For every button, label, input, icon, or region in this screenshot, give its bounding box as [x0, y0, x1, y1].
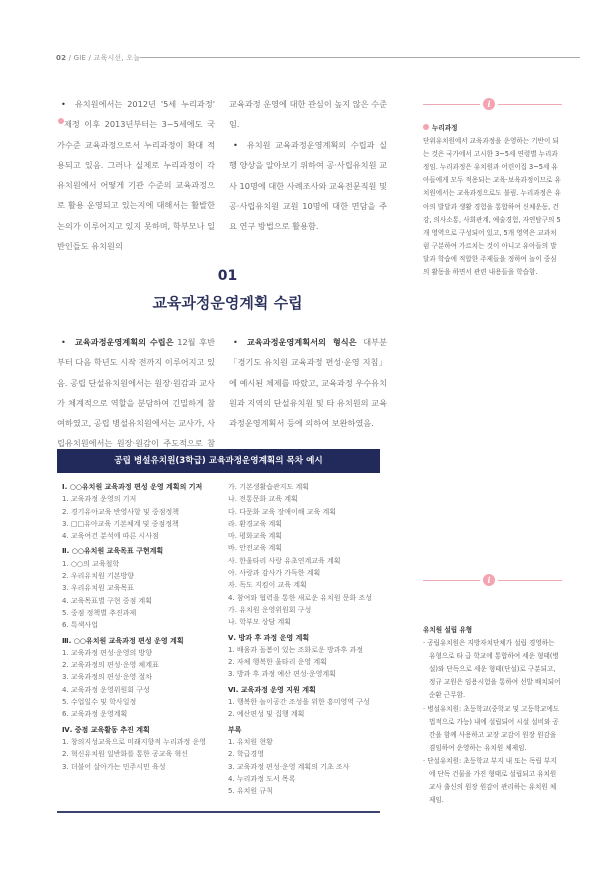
sidebar-note-kindergarten-types [423, 624, 561, 807]
header-subtitle: 교육시선, 오늘 [93, 54, 141, 62]
toc-item: 3. 더불어 살아가는 민주시민 육성 [62, 762, 166, 771]
bullet: • [233, 337, 238, 347]
toc-item: 2. 경기유아교육 반영사항 및 중점정책 [62, 507, 180, 516]
toc-heading: Ⅲ. ○○유치원 교육과정 편성 운영 계획 [62, 636, 184, 645]
page-number: 02 [56, 54, 67, 62]
toc-item: 4. 교육과정 운영위원회 구성 [62, 685, 150, 694]
toc-item: 1. 행복한 놀이공간 조성을 위한 흥미영역 구성 [228, 698, 370, 707]
intro-right-paragraph-1: 교육과정 운영에 대한 관심이 높지 않은 수준임. [229, 99, 387, 130]
note-item: · 단설유치원: 초등학교 부지 내 또는 독립 부지에 단독 건물을 가진 형태로 설립되고 유치원 교사 출신의 원장 원감이 관리하는 유치원 체제임. [423, 756, 557, 805]
header-sep: / [68, 54, 72, 62]
pink-dot-icon [423, 124, 429, 130]
toc-item: 6. 특색사업 [62, 621, 98, 630]
toc-item: 다. 다문화 교육 장애이해 교육 계획 [228, 507, 337, 516]
toc-item: 아. 사랑과 감사가 가득한 계획 [228, 569, 321, 578]
toc-item: 2. 혁신유치원 일반화를 통한 공교육 혁신 [62, 750, 188, 759]
header-rule [140, 57, 580, 58]
toc-item: 가. 기본생활습관지도 계획 [228, 483, 310, 491]
toc-item: 가. 유치원 운영위원회 구성 [228, 605, 312, 614]
toc-item: 4. 교육목표별 구현 중점 계획 [62, 596, 152, 605]
toc-item: 2. 우리유치원 기본방향 [62, 572, 134, 581]
toc-item: 1. 교육과정 운영의 기저 [62, 495, 137, 504]
bullet: • [233, 140, 238, 150]
info-icon: i [483, 98, 495, 110]
bullet: • [61, 337, 66, 347]
toc-heading: 부록 [228, 725, 242, 734]
intro-right-paragraph-2: • 유치원 교육과정운영계획의 수립과 실행 양상을 알아보기 위하여 공·사립유치원 교사 10명에 대한 사례조사와 교육전문직원 및 공·사립유치원 교원 10명에 대한 면담을 주요 연구 방법으로 활용함. [229, 140, 387, 232]
info-divider-left [423, 580, 480, 581]
toc-item: 마. 평화교육 계획 [228, 532, 283, 541]
info-icon: i [483, 574, 495, 586]
toc-heading: Ⅳ. 중점 교육활동 추진 계획 [62, 725, 150, 734]
toc-heading: Ⅵ. 교육과정 운영 지원 계획 [228, 685, 316, 694]
toc-bottom-rule [57, 811, 380, 813]
toc-item: 사. 한울타리 사랑 유초연계교육 계획 [228, 556, 341, 565]
note-item: · 공립유치원은 지방자치단체가 설립 경영하는 유형으로 타 급 학교에 통합하여 세운 형태(병설)와 단독으로 세운 형태(단설)로 구분되고, 정규 교원은 임용시험을 통하여 선발 배치되어 순환 근무함. [423, 639, 561, 700]
toc-item: 5. 중점 정책별 추진과제 [62, 608, 137, 617]
toc-item: 5. 수업일수 및 학사일정 [62, 698, 137, 707]
toc-item: 3. 교육과정의 편성·운영 절차 [62, 673, 152, 682]
toc-heading: Ⅴ. 방과 후 과정 운영 계획 [228, 633, 310, 642]
toc-item: 1. 유치원 현황 [228, 737, 273, 746]
toc-item: 1. 창의지성교육으로 미래지향적 누리과정 운영 [62, 737, 207, 746]
toc-item: 나. 학부모 상담 계획 [228, 618, 291, 627]
note-body: 단위유치원에서 교육과정을 운영하는 기반이 되는 것은 국가에서 고시한 3~5세 연령별 누리과정임. 누리과정은 유치원과 어린이집 3~5세 유아들에게 모두 적용되는 교육·보육과정이므로 유치원에서는 교육과정으로도 불림. 누리과정은 유아의 발달과 생활 경험을 통합하여 신체운동, 건강, 의사소통, 사회관계, 예술경험, 자연탐구의 5개 영역으로 구성되어 있고, 5개 영역은 교과처럼 구분하여 가르치는 것이 아니고 유아들의 발달과 학습에 적합한 주제들을 정하여 놀이 중심의 활동을 하면서 관련 내용들을 학습함. [423, 137, 561, 277]
toc-item: 2. 자체 행복한 울타리 운영 계획 [228, 658, 327, 667]
toc-item: 1. 교육과정 편성·운영의 방향 [62, 648, 152, 657]
info-divider-right [498, 580, 562, 581]
body-left-paragraph: • 교육과정운영계획의 수립은 12월 후반부터 다음 학년도 시작 전까지 이루어지고 있음. 공립 단설유치원에서는 원장·원감과 교사가 체계적으로 역할을 분담하여 긴밀하게 참여하였고, 공립 병설유치원에서는 교사가, 사립유치원에서는 원장·원감이 주도적으로 참 [57, 337, 215, 449]
section-title: 교육과정운영계획 수립 [152, 294, 303, 312]
toc-item: 2. 학급경영 [228, 750, 264, 759]
toc-item: 4. 교육여건 분석에 따른 시사점 [62, 532, 159, 541]
header-section: GIE [73, 54, 87, 62]
header-sep: / [88, 54, 92, 62]
section-number: 01 [217, 268, 238, 284]
intro-left-paragraph: • 유치원에서는 2012년 '5세 누리과정'제정 이후 2013년부터는 3~5세에도 국가수준 교육과정으로서 누리과정이 확대 적용되고 있음. 그러나 실제로 누리과정이 각 유치원에서 어떻게 기관 수준의 교육과정으로 활용 운영되고 있는지에 대해서는 활발한 논의가 이루어지고 있지 못하며, 학부모나 일반인들도 유치원의 [57, 99, 215, 252]
toc-item: 2. 교육과정의 편성·운영 체계표 [62, 661, 159, 670]
toc-item: 나. 전통문화 교육 계획 [228, 495, 298, 504]
toc-heading: Ⅱ. ○○유치원 교육목표 구현계획 [62, 547, 164, 556]
toc-item: 1. 배움과 돌봄이 있는 조화로운 방과후 과정 [228, 645, 363, 654]
toc-item: 3. 우리유치원 교육목표 [62, 584, 134, 593]
toc-item: 자. 독도 지킴이 교육 계획 [228, 581, 307, 590]
toc-item: 3. 방과 후 과정 예산 편성·운영계획 [228, 670, 336, 679]
note-title: 누리과정 [423, 122, 561, 135]
toc-right-column [228, 481, 388, 797]
toc-item: 5. 유치원 규칙 [228, 787, 273, 796]
toc-title-bar: 공립 병설유치원(3학급) 교육과정운영계획의 목차 예시 [57, 449, 380, 473]
toc-heading: Ⅰ. ○○유치원 교육과정 편성 운영 계획의 기저 [62, 483, 203, 491]
toc-item: 3. □□유아교육 기본체계 및 중점정책 [62, 519, 179, 528]
note-title: 유치원 설립 유형 [423, 626, 473, 634]
toc-item: 2. 예산편성 및 집행 계획 [228, 710, 305, 719]
running-header [56, 53, 140, 63]
toc-item: 6. 교육과정 운영계획 [62, 710, 128, 719]
note-item: · 병설유치원: 초등학교(중학교 및 고등학교에도 법적으로 가능) 내에 설립되어 시설 설비와 공간을 함께 사용하고 교장 교감이 원장 원감을 겸임하여 운영하는 유치원 체제임. [423, 704, 560, 752]
toc-item: 4. 누리과정 도서 목록 [228, 774, 296, 783]
toc-item: 3. 교육과정 편성·운영 계획의 기초 조사 [228, 762, 350, 771]
sidebar-note-nuri [423, 122, 561, 279]
toc-item: 1. ○○의 교육철학 [62, 559, 120, 568]
toc-item: 4. 참여와 협력을 통한 새로운 유치원 문화 조성 [228, 593, 372, 602]
bullet: • [61, 99, 66, 109]
info-divider-left [423, 104, 480, 105]
body-right-paragraph: • 교육과정운영계획서의 형식은 대부분 「경기도 유치원 교육과정 편성·운영 지침」에 예시된 체제를 따랐고, 교육과정 우수유치원과 지역의 단설유치원 및 타 유치원의 교육과정운영계획서 등에 의하여 보완하였음. [229, 337, 387, 429]
info-divider-right [498, 104, 562, 105]
toc-left-column [62, 481, 227, 773]
toc-item: 라. 환경교육 계획 [228, 519, 283, 528]
toc-item: 바. 안전교육 계획 [228, 544, 283, 553]
